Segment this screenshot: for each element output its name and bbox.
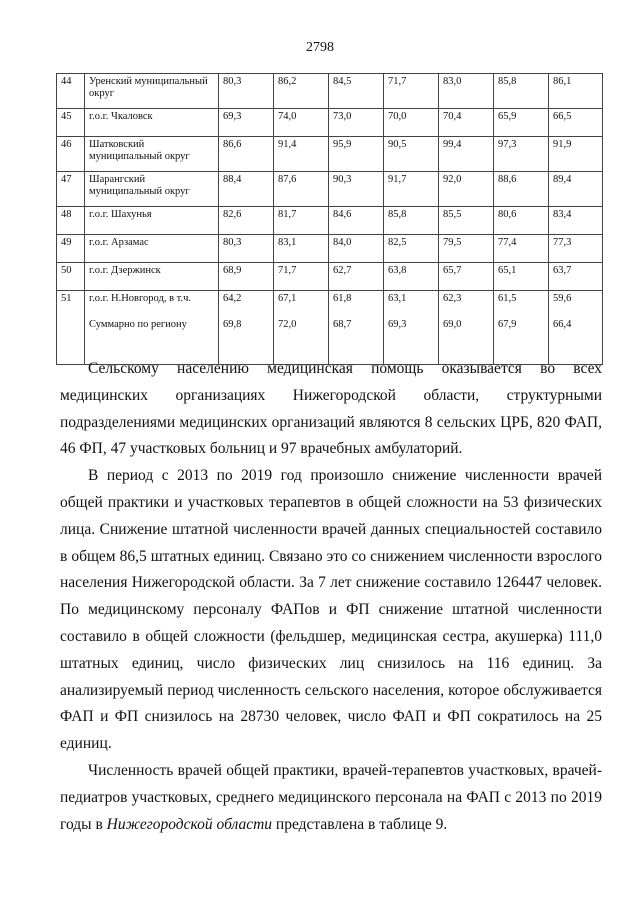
district-name: Шатковский муниципальный округ	[85, 137, 219, 172]
page-number: 2798	[306, 40, 334, 55]
value-cell: 85,5	[439, 207, 494, 235]
value-cell: 69,3	[219, 109, 274, 137]
value-cell: 91,9	[549, 137, 603, 172]
row-number: 51	[57, 291, 85, 365]
value-cell: 65,7	[439, 263, 494, 291]
district-name: Шарангский муниципальный округ	[85, 172, 219, 207]
value-cell	[329, 291, 384, 365]
region-total-value: 66,4	[553, 319, 572, 330]
value-cell: 71,7	[274, 263, 329, 291]
value-cell: 80,3	[219, 235, 274, 263]
paragraph-rural-care: Сельскому населению медицинская помощь оказывается во всех медицинских организациях Нижегородской области, структурными подразделениями медицинских организаций являются 8 сельских ЦРБ, 820 ФАП, 46 ФП, 47 участковых больниц и 97 врачебных амбулаторий.	[60, 360, 602, 458]
value-cell: 90,3	[329, 172, 384, 207]
value-cell: 83,1	[274, 235, 329, 263]
value-cell: 84,5	[329, 74, 384, 109]
region-total-value: 72,0	[278, 319, 297, 330]
value-cell: 88,4	[219, 172, 274, 207]
value-text: 62,3	[443, 293, 462, 304]
paragraph-table-ref-text: Численность врачей общей практики, врачей-терапевтов участковых, врачей-педиатров участковых, среднего медицинского персонала на ФАП с 2013 по 2019 годы в	[60, 761, 602, 833]
value-cell: 82,5	[384, 235, 439, 263]
value-cell: 65,9	[494, 109, 549, 137]
district-name: г.о.г. Арзамас	[85, 235, 219, 263]
region-name-italic: Нижегородской области	[106, 815, 273, 833]
value-cell: 92,0	[439, 172, 494, 207]
table-row	[57, 137, 603, 172]
row-number: 50	[57, 263, 85, 291]
value-cell: 81,7	[274, 207, 329, 235]
value-cell: 80,3	[219, 74, 274, 109]
value-cell: 79,5	[439, 235, 494, 263]
value-cell	[439, 291, 494, 365]
table-body	[57, 74, 603, 365]
value-cell: 85,8	[384, 207, 439, 235]
value-cell: 83,4	[549, 207, 603, 235]
district-name: Уренский муниципальный округ	[85, 74, 219, 109]
region-total-value: 68,7	[333, 319, 352, 330]
paragraph-staff-decline: В период с 2013 по 2019 год произошло снижение численности врачей общей практики и участковых терапевтов в общей сложности на 53 физических лица. Снижение штатной численности врачей данных специальностей составило в общем 86,5 штатных единиц. Связано это со снижением численности взрослого населения Нижегородской области. За 7 лет снижение составило 126447 человек. По медицинскому персоналу ФАПов и ФП снижение штатной численности составило в общей сложности (фельдшер, медицинская сестра, акушерка) 111,0 штатных единиц, число физических лиц снизилось на 116 единиц. За анализируемый период численность сельского населения, которое обслуживается ФАП и ФП снизилось на 28730 человек, число ФАП и ФП сократилось на 25 единиц.	[60, 467, 602, 753]
region-total-value: 69,8	[223, 319, 242, 330]
value-cell: 82,6	[219, 207, 274, 235]
table-row	[57, 74, 603, 109]
table-row	[57, 109, 603, 137]
value-cell: 95,9	[329, 137, 384, 172]
value-cell: 66,5	[549, 109, 603, 137]
value-cell: 80,6	[494, 207, 549, 235]
value-text: 59,6	[553, 293, 572, 304]
value-text: 64,2	[223, 293, 242, 304]
value-cell: 84,0	[329, 235, 384, 263]
value-cell	[549, 291, 603, 365]
value-cell	[274, 291, 329, 365]
region-total-value: 69,3	[388, 319, 407, 330]
table-row	[57, 172, 603, 207]
value-cell: 86,2	[274, 74, 329, 109]
row-number: 48	[57, 207, 85, 235]
district-name	[85, 291, 219, 365]
paragraph-table-ref-end: представлена в таблице 9.	[272, 815, 448, 833]
row-number: 49	[57, 235, 85, 263]
value-cell: 99,4	[439, 137, 494, 172]
region-total-label: Суммарно по региону	[89, 319, 187, 330]
value-cell: 65,1	[494, 263, 549, 291]
value-cell	[494, 291, 549, 365]
value-cell: 62,7	[329, 263, 384, 291]
value-cell: 86,6	[219, 137, 274, 172]
value-cell: 97,3	[494, 137, 549, 172]
value-text: 61,5	[498, 293, 517, 304]
value-cell: 63,8	[384, 263, 439, 291]
value-cell: 87,6	[274, 172, 329, 207]
data-table	[56, 73, 603, 365]
value-cell: 90,5	[384, 137, 439, 172]
value-cell: 68,9	[219, 263, 274, 291]
value-cell: 84,6	[329, 207, 384, 235]
district-name: г.о.г. Дзержинск	[85, 263, 219, 291]
region-total-value: 67,9	[498, 319, 517, 330]
value-cell: 88,6	[494, 172, 549, 207]
value-cell: 89,4	[549, 172, 603, 207]
value-cell: 91,7	[384, 172, 439, 207]
table-row	[57, 263, 603, 291]
row-number: 45	[57, 109, 85, 137]
paragraph-table-ref	[60, 758, 602, 838]
table-row	[57, 235, 603, 263]
row-number: 46	[57, 137, 85, 172]
district-name: г.о.г. Чкаловск	[85, 109, 219, 137]
district-name-text: г.о.г. Н.Новгород, в т.ч.	[89, 293, 191, 304]
value-cell: 77,3	[549, 235, 603, 263]
body-text	[60, 356, 602, 838]
value-cell	[219, 291, 274, 365]
value-text: 67,1	[278, 293, 297, 304]
value-cell: 77,4	[494, 235, 549, 263]
table-row	[57, 207, 603, 235]
value-cell: 70,4	[439, 109, 494, 137]
district-name: г.о.г. Шахунья	[85, 207, 219, 235]
table-row	[57, 291, 603, 365]
value-cell: 74,0	[274, 109, 329, 137]
value-cell: 91,4	[274, 137, 329, 172]
value-cell: 73,0	[329, 109, 384, 137]
value-cell: 83,0	[439, 74, 494, 109]
value-cell	[384, 291, 439, 365]
value-text: 63,1	[388, 293, 407, 304]
row-number: 44	[57, 74, 85, 109]
value-cell: 71,7	[384, 74, 439, 109]
region-total-value: 69,0	[443, 319, 462, 330]
value-cell: 63,7	[549, 263, 603, 291]
row-number: 47	[57, 172, 85, 207]
value-cell: 85,8	[494, 74, 549, 109]
value-cell: 70,0	[384, 109, 439, 137]
value-cell: 86,1	[549, 74, 603, 109]
value-text: 61,8	[333, 293, 352, 304]
